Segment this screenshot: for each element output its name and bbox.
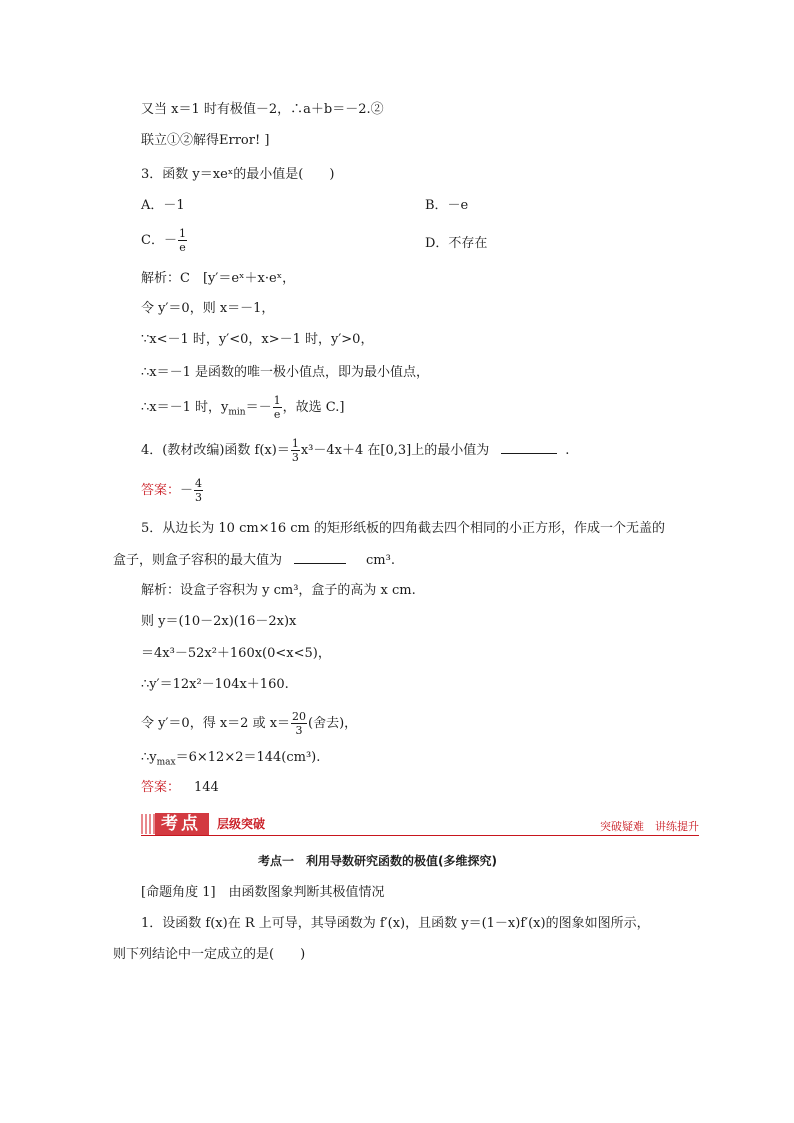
solution-line: $\therefore y_{max}=6\times 12\times 2=144(cm^3)$. bbox=[141, 750, 321, 768]
solution-line: ＝4x³－52x²＋160x(0<x<5)， bbox=[141, 646, 331, 661]
banner-subtitle: 层级突破 bbox=[217, 817, 266, 831]
fraction: $\frac{1}{e}$ bbox=[178, 227, 186, 254]
problem-1-stem-cont: 则下列结论中一定成立的是( ) bbox=[113, 947, 306, 962]
option-c-label: C．－ bbox=[141, 233, 177, 248]
banner-title: 考点 bbox=[155, 813, 209, 835]
answer-label: 答案： bbox=[141, 780, 181, 795]
banner-rule bbox=[141, 835, 699, 836]
option-d: D．不存在 bbox=[425, 236, 488, 251]
problem-1-stem: 1．设函数 f(x)在 R 上可导，其导函数为 f′(x)，且函数 y＝(1－x)f′(x)的图象如图所示， bbox=[141, 916, 650, 931]
banner-right-text: 突破疑难 讲练提升 bbox=[600, 820, 699, 833]
banner-hatch-decoration bbox=[141, 814, 155, 834]
fraction: $\frac{1}{e}$ bbox=[273, 394, 281, 421]
fraction: $\frac{20}{3}$ bbox=[292, 710, 307, 737]
text-line: 联立①②解得Error! ] bbox=[141, 133, 270, 148]
solution-line: ∴y′＝12x²－104x＋160. bbox=[141, 677, 289, 692]
solution-line: 令 y′＝0，则 x＝－1， bbox=[141, 301, 275, 316]
fraction: $\frac{4}{3}$ bbox=[195, 477, 203, 504]
question-5-stem-cont: 盒子，则盒子容积的最大值为 cm³. bbox=[113, 553, 395, 568]
question-4-stem: 4．(教材改编)函数 f(x)＝ $\frac{1}{3}$ x³－4x＋4 在[0,3]上的最小值为 . bbox=[141, 437, 570, 464]
solution-line: 令 y′＝0，得 x＝2 或 x＝ $\frac{20}{3}$ (舍去)， bbox=[141, 710, 358, 737]
angle-heading: [命题角度 1] 由函数图象判断其极值情况 bbox=[141, 885, 385, 900]
solution-line: 则 y＝(10－2x)(16－2x)x bbox=[141, 614, 297, 629]
text-line: 又当 x＝1 时有极值－2，∴a＋b＝－2.② bbox=[141, 102, 384, 117]
answer-line: 答案： 144 bbox=[141, 780, 219, 795]
answer-line: 答案：－ $\frac{4}{3}$ bbox=[141, 477, 203, 504]
fraction: $\frac{1}{3}$ bbox=[291, 437, 299, 464]
answer-label: 答案： bbox=[141, 483, 181, 498]
question-3-stem: 3．函数 y＝xeˣ的最小值是( ) bbox=[141, 167, 335, 182]
option-a: A．－1 bbox=[141, 198, 185, 213]
answer-blank bbox=[501, 441, 557, 454]
option-b: B．－e bbox=[425, 198, 469, 213]
solution-line: ∵x<－1 时，y′<0，x>－1 时，y′>0， bbox=[141, 332, 374, 347]
solution-line: ∴x＝－1 是函数的唯一极小值点，即为最小值点， bbox=[141, 365, 430, 380]
solution-line: ∴x＝－1 时，$y_{min}=-$ $\frac{1}{e}$ ，故选 C.] bbox=[141, 394, 345, 421]
question-5-stem: 5．从边长为 10 cm×16 cm 的矩形纸板的四角截去四个相同的小正方形，作成一个无盖的 bbox=[141, 521, 665, 536]
solution-line: 解析：C [y′＝eˣ＋x·eˣ， bbox=[141, 271, 296, 286]
solution-line: 解析：设盒子容积为 y cm³，盒子的高为 x cm. bbox=[141, 583, 416, 598]
section-banner bbox=[141, 812, 699, 836]
section-heading: 考点一 利用导数研究函数的极值(多维探究) bbox=[258, 854, 497, 868]
option-c bbox=[141, 227, 188, 254]
banner-tab bbox=[141, 813, 265, 835]
answer-blank bbox=[294, 551, 346, 564]
